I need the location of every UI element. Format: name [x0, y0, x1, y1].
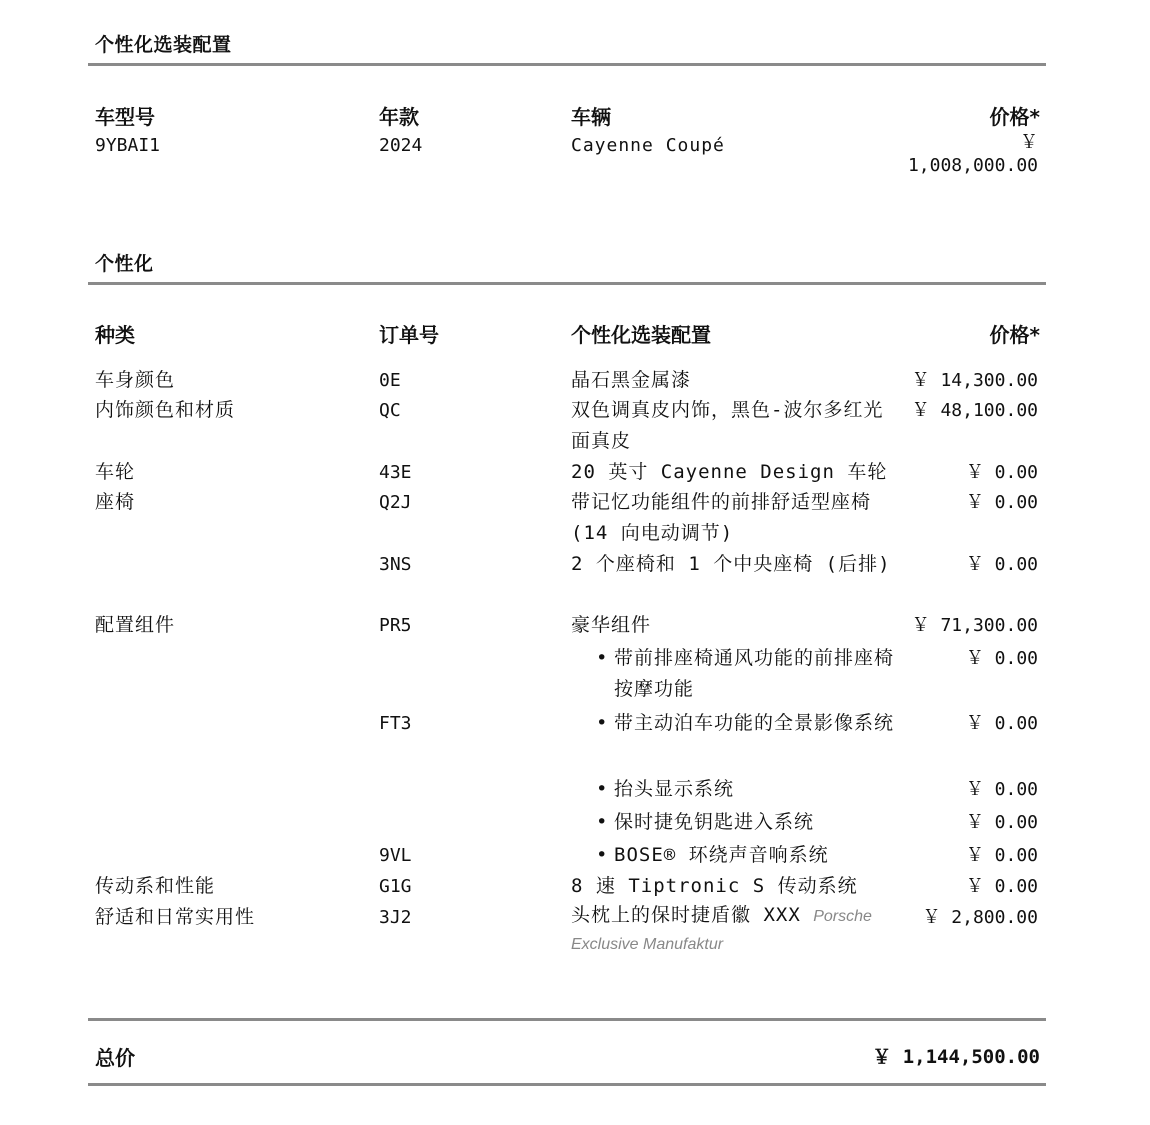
row-price: ￥ 14,300.00	[911, 370, 1038, 391]
row-option-text: 抬头显示系统	[614, 778, 735, 800]
row-category: 座椅	[95, 491, 136, 513]
header-order-no: 订单号	[379, 323, 439, 347]
total-divider-bottom	[88, 1083, 1046, 1086]
row-category: 车身颜色	[95, 369, 176, 391]
header-year: 年款	[379, 105, 419, 129]
row-option-text: 带主动泊车功能的全景影像系统	[614, 712, 895, 734]
row-code: 9VL	[379, 845, 412, 866]
row-code: G1G	[379, 876, 412, 897]
row-option-text: 带前排座椅通风功能的前排座椅按摩功能	[614, 647, 895, 700]
bullet-icon: •	[596, 811, 609, 833]
header-model-no: 车型号	[95, 105, 155, 129]
row-option: 双色调真皮内饰，黑色-波尔多红光面真皮	[571, 399, 884, 452]
row-price: ￥ 0.00	[965, 648, 1038, 669]
row-category: 配置组件	[95, 614, 176, 636]
row-category: 内饰颜色和材质	[95, 399, 236, 421]
option-note: Porsche Exclusive Manufaktur	[571, 908, 872, 953]
total-value: ￥ 1,144,500.00	[872, 1046, 1040, 1068]
vehicle-price-amount: 1,008,000.00	[907, 155, 1038, 176]
row-option-text: 头枕上的保时捷盾徽 XXX	[571, 904, 801, 926]
row-price: ￥ 0.00	[965, 876, 1038, 897]
vehicle-value: Cayenne Coupé	[571, 135, 725, 156]
bullet-icon: •	[596, 712, 609, 734]
row-price: ￥ 71,300.00	[911, 615, 1038, 636]
row-category: 舒适和日常实用性	[95, 906, 256, 928]
bullet-icon: •	[596, 844, 609, 866]
row-price: ￥ 0.00	[965, 554, 1038, 575]
row-sub-option	[596, 774, 904, 805]
header-option: 个性化选装配置	[571, 323, 711, 347]
header-price: 价格*	[989, 105, 1040, 129]
row-option: 带记忆功能组件的前排舒适型座椅 (14 向电动调节)	[571, 491, 872, 544]
row-code: 3J2	[379, 907, 412, 928]
row-code: 0E	[379, 370, 401, 391]
row-option: 豪华组件	[571, 614, 652, 636]
vehicle-price-currency: ￥	[1020, 132, 1038, 153]
row-price: ￥ 0.00	[965, 492, 1038, 513]
model-no-value: 9YBAI1	[95, 135, 161, 156]
header-option-price: 价格*	[989, 323, 1040, 347]
row-price: ￥ 0.00	[965, 462, 1038, 483]
row-sub-option	[596, 643, 904, 705]
row-option: 8 速 Tiptronic S 传动系统	[571, 875, 858, 897]
row-price: ￥ 48,100.00	[911, 400, 1038, 421]
vehicle-price	[908, 131, 1038, 177]
row-code: 3NS	[379, 554, 412, 575]
row-option-text: BOSE® 环绕声音响系统	[614, 844, 829, 866]
row-category: 车轮	[95, 461, 136, 483]
row-sub-option	[596, 708, 904, 739]
year-value: 2024	[379, 135, 423, 156]
section-title-personalization: 个性化	[95, 253, 154, 275]
row-code: PR5	[379, 615, 412, 636]
row-code: 43E	[379, 462, 412, 483]
row-option: 2 个座椅和 1 个中央座椅 (后排)	[571, 553, 891, 575]
row-sub-option	[596, 840, 904, 871]
row-sub-option	[596, 807, 904, 838]
section-title-personalization-config: 个性化选装配置	[95, 34, 232, 56]
section-divider	[88, 282, 1046, 285]
row-option: 20 英寸 Cayenne Design 车轮	[571, 461, 888, 483]
row-code: FT3	[379, 713, 412, 734]
row-option: 晶石黑金属漆	[571, 369, 692, 391]
row-option-text: 保时捷免钥匙进入系统	[614, 811, 815, 833]
row-price: ￥ 0.00	[965, 845, 1038, 866]
header-vehicle: 车辆	[571, 105, 611, 129]
row-price: ￥ 0.00	[965, 713, 1038, 734]
row-price: ￥ 0.00	[965, 812, 1038, 833]
total-label: 总价	[95, 1046, 135, 1070]
total-divider-top	[88, 1018, 1046, 1021]
row-option	[571, 902, 891, 958]
bullet-icon: •	[596, 647, 609, 669]
row-code: QC	[379, 400, 401, 421]
row-price: ￥ 2,800.00	[922, 907, 1038, 928]
row-price: ￥ 0.00	[965, 779, 1038, 800]
header-category: 种类	[95, 323, 135, 347]
row-category: 传动系和性能	[95, 875, 216, 897]
row-code: Q2J	[379, 492, 412, 513]
bullet-icon: •	[596, 778, 609, 800]
section-divider	[88, 63, 1046, 66]
